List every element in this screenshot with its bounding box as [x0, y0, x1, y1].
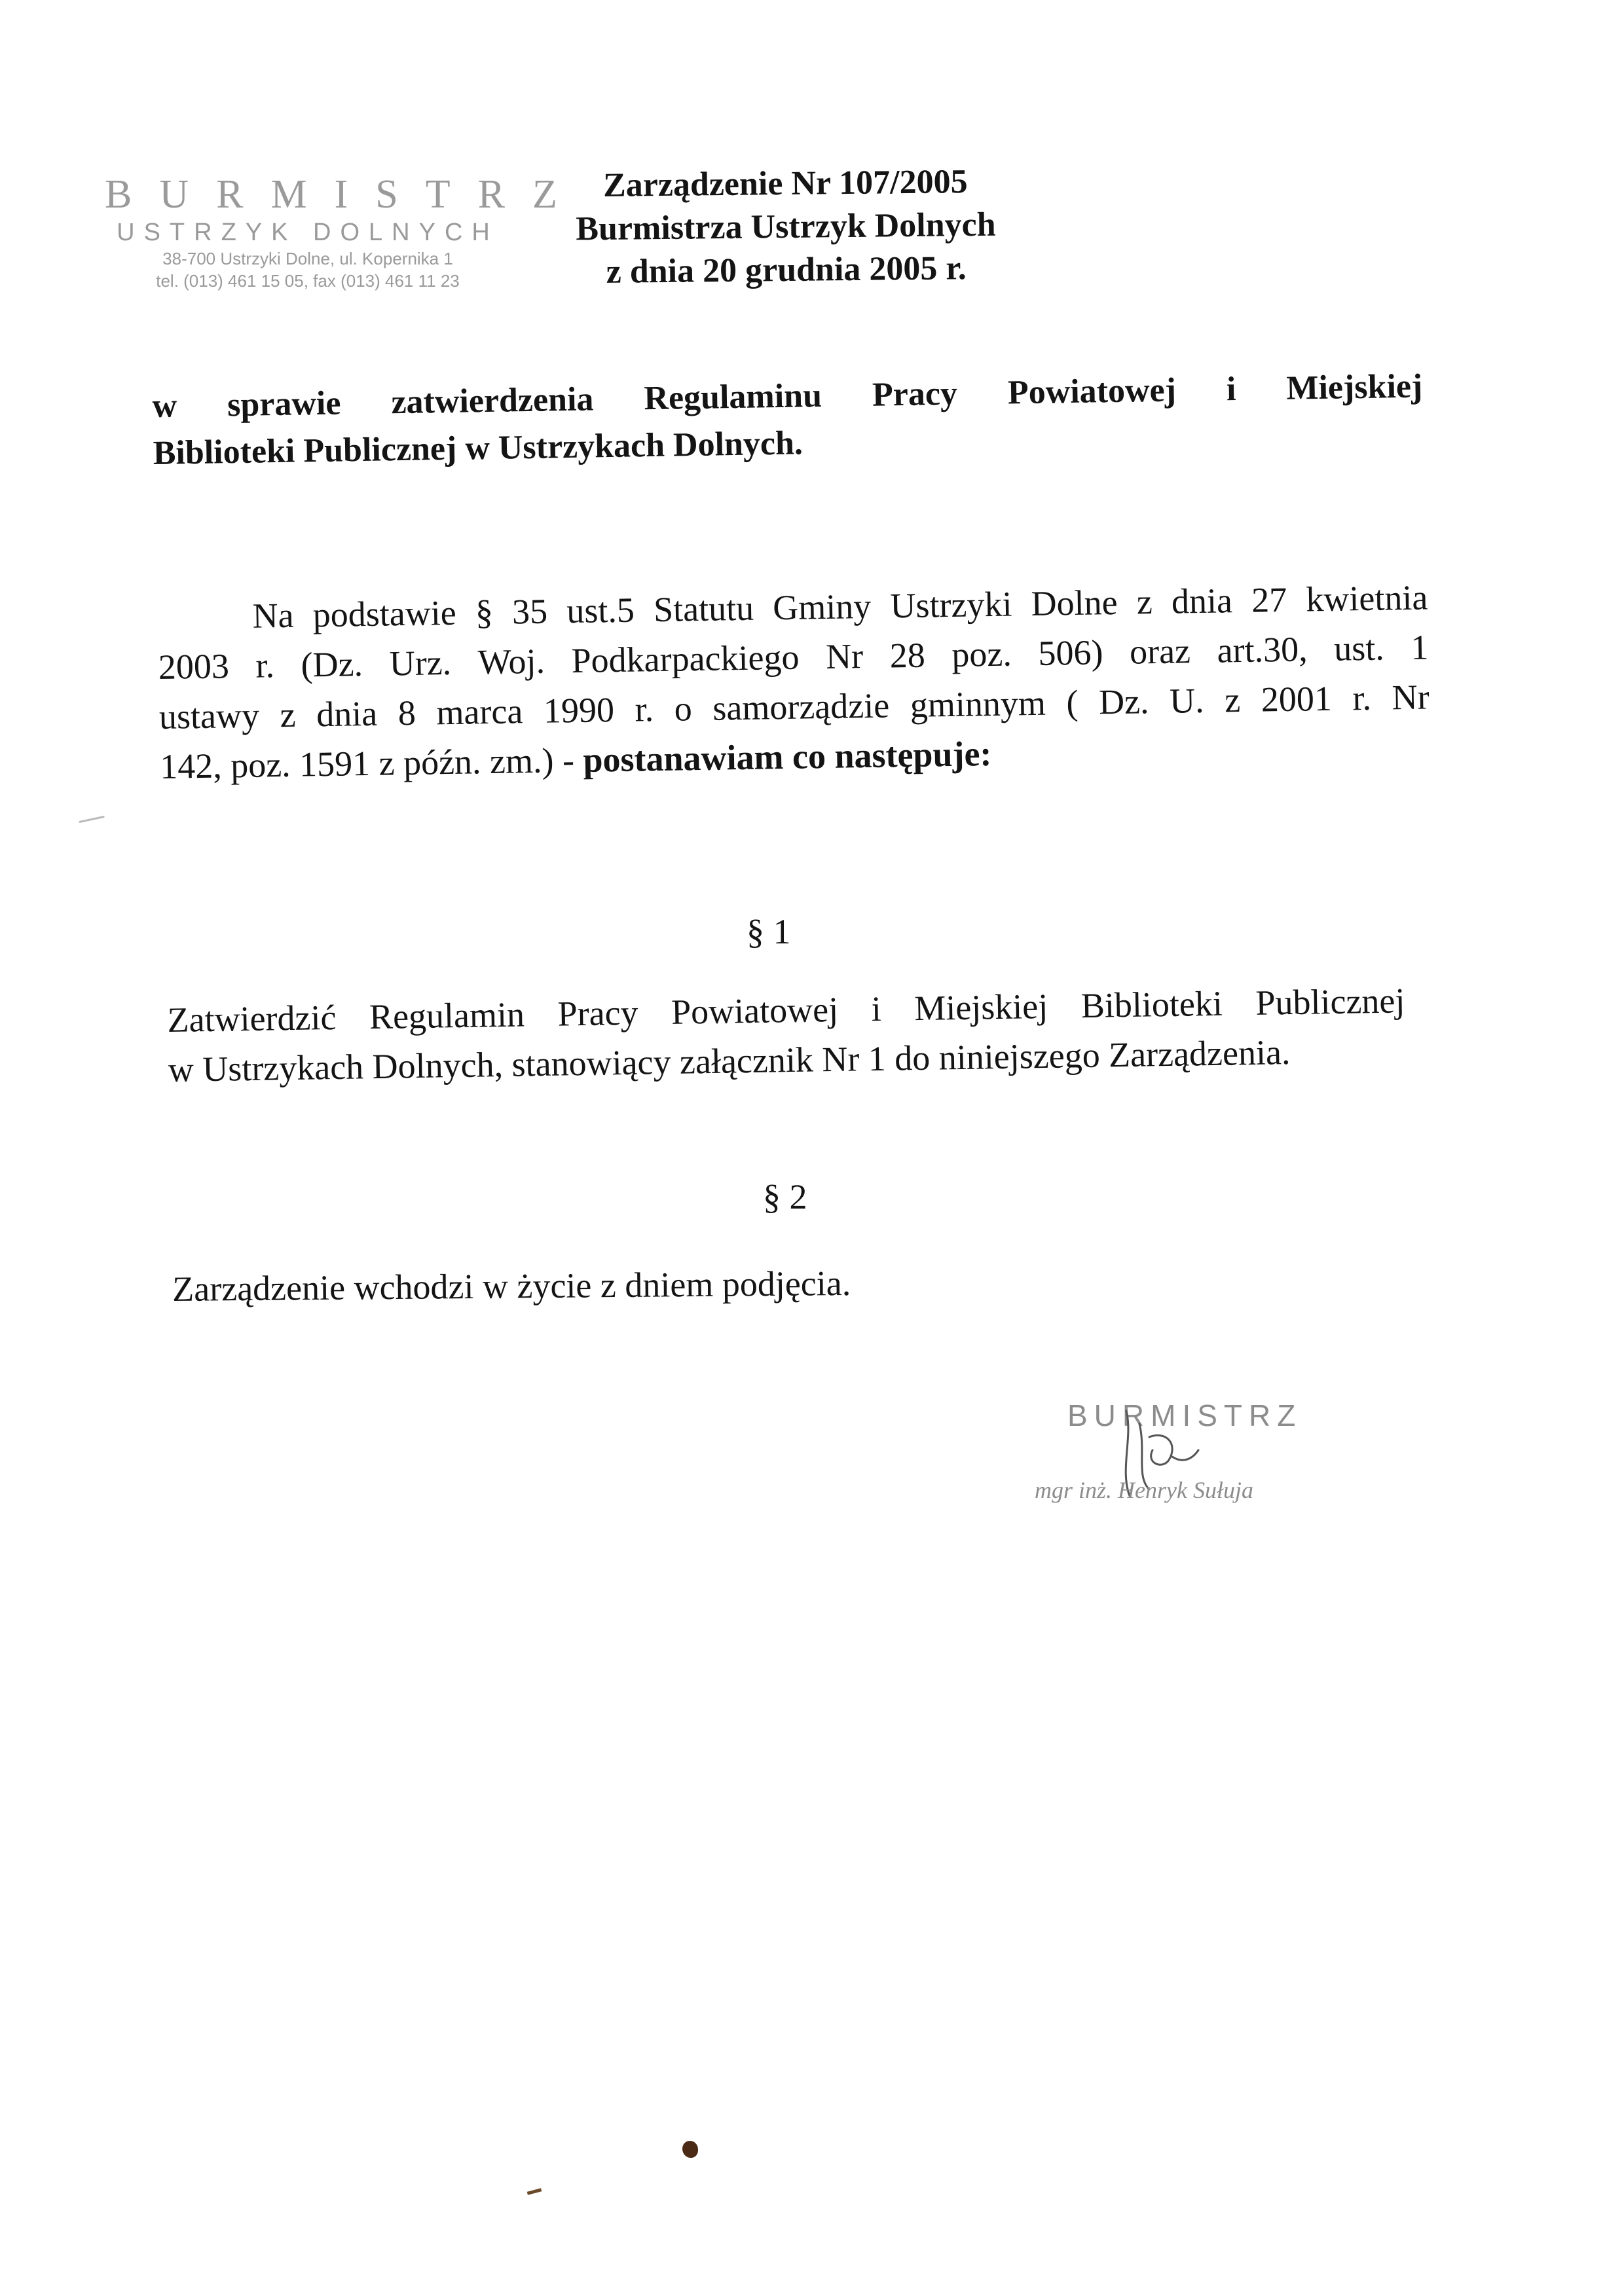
word: (Dz.	[301, 644, 363, 685]
subject-word: sprawie	[227, 384, 341, 424]
word: i	[871, 989, 882, 1029]
word: ustawy	[158, 695, 260, 737]
word: Biblioteki	[1080, 983, 1223, 1026]
subject-word: w	[152, 387, 177, 425]
word: Miejskiej	[913, 986, 1048, 1029]
word: Nr	[1392, 677, 1430, 718]
word: Zatwierdzić	[167, 997, 337, 1040]
subject-word: i	[1226, 371, 1236, 409]
word: z	[280, 695, 297, 735]
word: Gminy	[772, 586, 872, 628]
section-1-text	[167, 975, 1406, 1095]
stamp-title: BURMISTRZ	[105, 172, 585, 217]
word: Statutu	[653, 588, 754, 630]
scan-mark	[527, 2188, 542, 2195]
section-1-line-2: w Ustrzykach Dolnych, stanowiący załącznik Nr 1 do niniejszego Zarządzenia.	[168, 1032, 1291, 1089]
word: §	[475, 592, 494, 632]
subject-word: Miejskiej	[1285, 367, 1423, 407]
word: dnia	[316, 693, 378, 735]
word: art.30,	[1217, 629, 1308, 670]
section-2-heading: § 2	[763, 1177, 807, 1216]
signature-stamp	[1022, 1398, 1349, 1529]
title-line-3: z dnia 20 grudnia 2005 r.	[606, 249, 967, 291]
resolution-phrase: postanawiam co następuje:	[582, 734, 992, 780]
word: U.	[1169, 680, 1205, 721]
word: Na	[252, 595, 295, 636]
subject-line-2: Biblioteki Publicznej w Ustrzykach Dolnych.	[153, 424, 803, 472]
word: z	[1224, 680, 1241, 720]
word: (	[1065, 682, 1079, 723]
word: Podkarpackiego	[571, 637, 800, 681]
word: Publicznej	[1255, 981, 1405, 1023]
word: 1990	[543, 690, 615, 731]
subject-word: Powiatowej	[1007, 371, 1177, 412]
word: podstawie	[312, 592, 457, 635]
ink-blot	[682, 2141, 698, 2158]
word: samorządzie	[712, 685, 890, 728]
word: z	[1136, 582, 1153, 622]
office-stamp	[105, 172, 585, 292]
word: Nr	[825, 636, 864, 676]
word: marca	[435, 691, 523, 733]
word: 35	[511, 591, 548, 632]
word: gminnym	[910, 683, 1046, 725]
stamp-address: 38-700 Ustrzyki Dolne, ul. Kopernika 1	[162, 249, 453, 268]
title-line-1: Zarządzenie Nr 107/2005	[602, 163, 968, 204]
legal-basis-paragraph	[157, 573, 1431, 792]
word: Pracy	[557, 993, 638, 1034]
word: oraz	[1129, 631, 1191, 672]
word: 8	[397, 693, 416, 733]
word: poz.	[951, 634, 1012, 674]
title-line-2: Burmistrza Ustrzyk Dolnych	[576, 206, 996, 248]
word: Powiatowej	[671, 989, 839, 1032]
stamp-subtitle: USTRZYK DOLNYCH	[117, 219, 499, 246]
basis-line-4: 142, poz. 1591 z późn. zm.) - postanawiam co następuje:	[160, 721, 1431, 791]
word: Dolne	[1031, 582, 1118, 624]
word: Ustrzyki	[890, 584, 1012, 626]
word: Woj.	[477, 641, 545, 682]
subject-word: Regulaminu	[643, 376, 822, 418]
subject-word: Pracy	[872, 374, 958, 414]
section-1-heading: § 1	[747, 912, 791, 951]
word: 2003	[158, 646, 230, 687]
section-2-text: Zarządzenie wchodzi w życie z dniem podjęcia.	[172, 1263, 851, 1309]
word: Dz.	[1098, 682, 1149, 722]
word: 1	[1410, 627, 1429, 667]
word: o	[674, 689, 693, 729]
word: dnia	[1171, 581, 1233, 621]
word: 2001	[1261, 678, 1333, 720]
word: ust.	[1333, 628, 1385, 668]
word: Urz.	[389, 642, 452, 683]
subject-word: zatwierdzenia	[390, 380, 594, 422]
word: kwietnia	[1305, 577, 1428, 619]
word: 28	[889, 635, 926, 676]
word: 27	[1251, 579, 1287, 620]
stamp-phone: tel. (013) 461 15 05, fax (013) 461 11 23	[156, 271, 460, 291]
subject-heading	[152, 363, 1424, 477]
word: r.	[255, 646, 275, 685]
word: r.	[1352, 678, 1372, 718]
scan-mark	[79, 816, 105, 823]
word: ust.5	[566, 590, 635, 631]
word: Regulamin	[369, 994, 525, 1037]
signatory-name: mgr inż. Henryk Sułuja	[1035, 1477, 1253, 1503]
signature-title: BURMISTRZ	[1067, 1398, 1302, 1432]
word: 506)	[1037, 632, 1103, 673]
document-title	[517, 160, 1055, 295]
word: r.	[635, 689, 654, 729]
